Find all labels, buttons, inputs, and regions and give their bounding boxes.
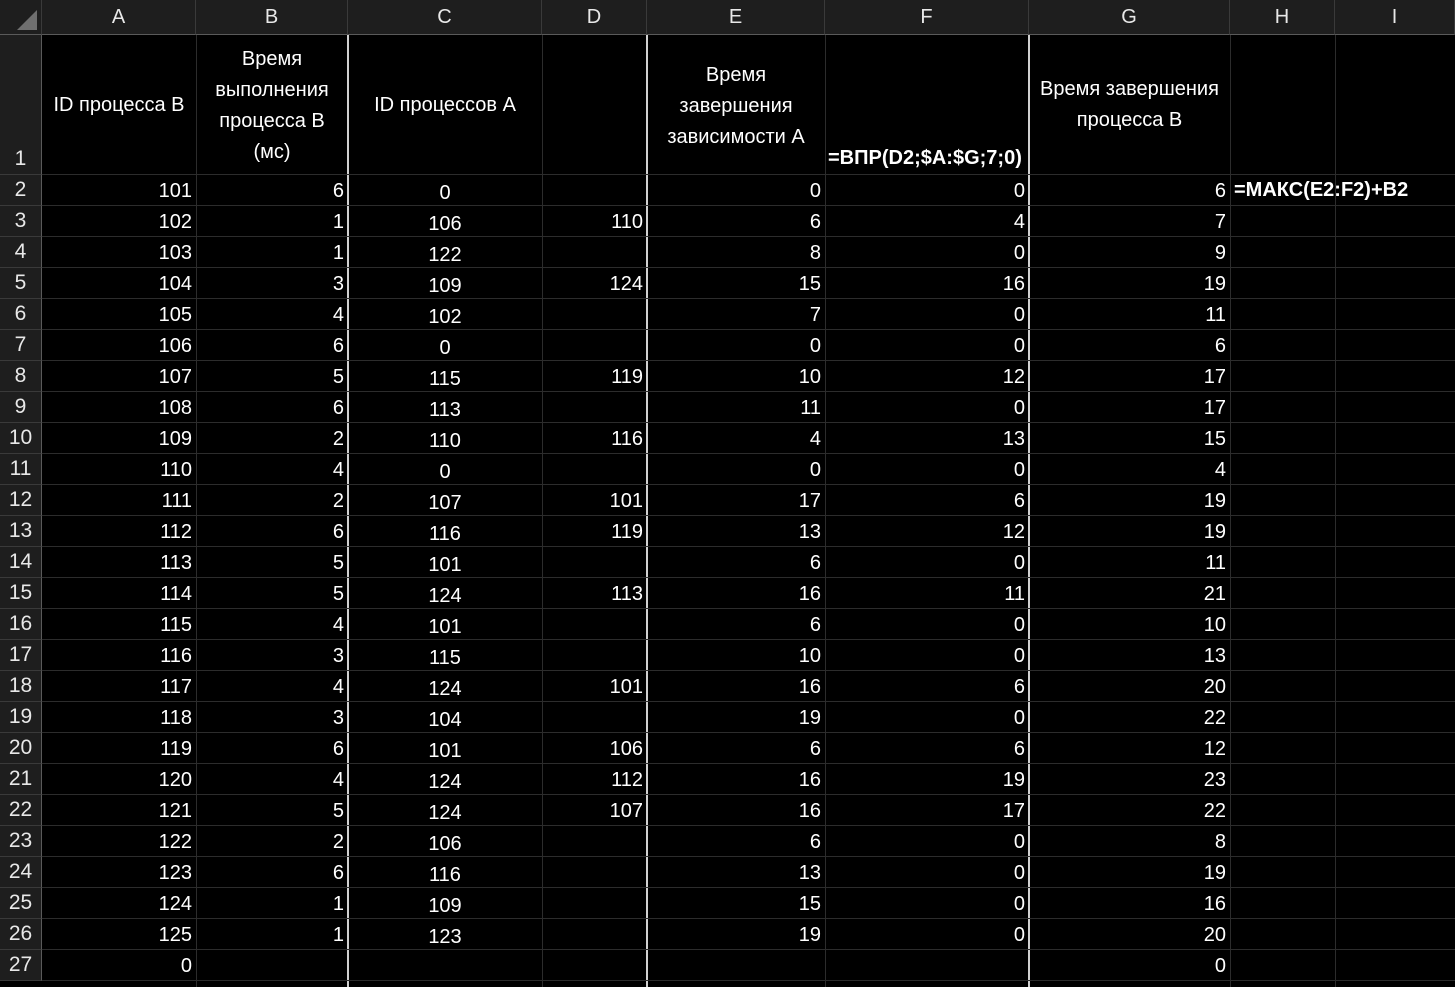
cell-C14[interactable]: 101 [428,554,462,576]
cell-C22[interactable]: 124 [428,802,462,824]
cell-A3[interactable]: 102 [158,211,192,233]
formula-H2[interactable]: =МАКС(E2:F2)+B2 [1234,179,1409,201]
cell-G10[interactable]: 15 [1203,428,1226,450]
cell-B24[interactable]: 6 [332,862,344,884]
cell-F7[interactable]: 0 [1013,335,1025,357]
cell-E6[interactable]: 7 [809,304,821,326]
cell-G4[interactable]: 9 [1214,242,1226,264]
cell-B4[interactable]: 1 [332,242,344,264]
gridline-horizontal [42,391,1455,392]
cell-D24[interactable] [542,862,647,886]
cell-E20[interactable]: 6 [809,738,821,760]
gridline-horizontal [42,980,1455,981]
gridline-horizontal [42,422,1455,423]
cell-E19[interactable]: 19 [798,707,821,729]
cell-D8[interactable]: 119 [611,366,643,388]
cell-A17[interactable]: 116 [160,645,192,667]
cell-E18[interactable]: 16 [798,676,821,698]
cell-D5[interactable]: 124 [609,273,643,295]
cell-A18[interactable]: 117 [160,676,192,698]
cell-A27[interactable]: 0 [180,955,192,977]
cell-F27[interactable] [825,955,1029,979]
gridline-horizontal [42,453,1455,454]
cell-A22[interactable]: 121 [158,800,192,822]
cell-A26[interactable]: 125 [158,924,192,946]
cell-F4[interactable]: 0 [1013,242,1025,264]
header-e-line1: Время [705,63,767,86]
cell-D20[interactable]: 106 [609,738,643,760]
cell-D7[interactable] [542,335,647,359]
row-header-2[interactable]: 2 [0,175,42,206]
cell-C16[interactable]: 101 [428,616,462,638]
cell-F3[interactable]: 4 [1013,211,1025,233]
header-c-text: ID процессов A [374,94,516,116]
cell-E2[interactable]: 0 [809,180,821,202]
gridline-vertical [1335,35,1336,987]
cell-G16[interactable]: 10 [1203,614,1226,636]
cell-C2[interactable]: 0 [439,182,451,204]
cell-D12[interactable]: 101 [609,490,643,512]
cell-D13[interactable]: 119 [611,521,643,543]
cell-F19[interactable]: 0 [1013,707,1025,729]
header-g-line2: процесса B [1076,109,1183,131]
cell-A23[interactable]: 122 [158,831,192,853]
cell-B8[interactable]: 5 [332,366,344,388]
cell-F12[interactable]: 6 [1013,490,1025,512]
cell-A20[interactable]: 119 [160,738,192,760]
gridline-horizontal [42,577,1455,578]
cell-E23[interactable]: 6 [809,831,821,853]
cell-E10[interactable]: 4 [809,428,821,450]
cell-A25[interactable]: 124 [158,893,192,915]
gridline-horizontal [42,856,1455,857]
cell-G8[interactable]: 17 [1203,366,1226,388]
row-header-11[interactable]: 11 [0,454,42,485]
row-header-7[interactable]: 7 [0,330,42,361]
cell-B10[interactable]: 2 [332,428,344,450]
column-header-a[interactable]: A [42,0,196,35]
cell-C19[interactable]: 104 [428,709,462,731]
cell-C12[interactable]: 107 [428,492,462,514]
cell-E5[interactable]: 15 [798,273,821,295]
header-g-line1: Время завершения [1040,78,1219,100]
row-header-18[interactable]: 18 [0,671,42,702]
cell-D14[interactable] [542,552,647,576]
gridline-horizontal [42,949,1455,950]
row-header-1[interactable]: 1 [0,35,42,175]
cell-B19[interactable]: 3 [332,707,344,729]
column-header-e[interactable]: E [647,0,825,35]
cell-C17[interactable]: 115 [429,647,461,669]
cell-A1[interactable] [42,36,196,175]
cell-B20[interactable]: 6 [332,738,344,760]
header-e-line2: завершения [679,94,793,117]
cell-E1[interactable] [647,59,825,153]
cell-A5[interactable]: 104 [158,273,192,295]
cell-B17[interactable]: 3 [332,645,344,667]
row-header-26[interactable]: 26 [0,919,42,950]
cell-C6[interactable]: 102 [428,306,462,328]
header-b-line1: Время [241,48,303,70]
cell-F16[interactable]: 0 [1013,614,1025,636]
cell-E15[interactable]: 16 [798,583,821,605]
header-b-line2: выполнения [215,79,329,101]
cell-D22[interactable]: 107 [609,800,643,822]
row-header-19[interactable]: 19 [0,702,42,733]
column-header-f[interactable]: F [825,0,1029,35]
cell-E24[interactable]: 13 [798,862,821,884]
cell-G25[interactable]: 16 [1203,893,1226,915]
gridline-horizontal [42,732,1455,733]
cell-F6[interactable]: 0 [1013,304,1025,326]
cell-A14[interactable]: 113 [160,552,192,574]
cell-A9[interactable]: 108 [158,397,192,419]
column-header-b[interactable]: B [196,0,348,35]
cell-C13[interactable]: 116 [429,523,461,545]
row-header-23[interactable]: 23 [0,826,42,857]
gridline-horizontal [42,763,1455,764]
cell-C9[interactable]: 113 [429,399,461,421]
cell-D4[interactable] [542,242,647,266]
row-header-20[interactable]: 20 [0,733,42,764]
cell-F10[interactable]: 13 [1002,428,1025,450]
cell-G26[interactable]: 20 [1203,924,1226,946]
cell-E3[interactable]: 6 [809,211,821,233]
cell-F21[interactable]: 19 [1002,769,1025,791]
cell-G22[interactable]: 22 [1203,800,1226,822]
header-b-line4: (мс) [253,141,291,163]
row-header-16[interactable]: 16 [0,609,42,640]
cell-A4[interactable]: 103 [158,242,192,264]
cell-F5[interactable]: 16 [1002,273,1025,295]
cell-G17[interactable]: 13 [1203,645,1226,667]
cell-G15[interactable]: 21 [1203,583,1226,605]
cell-E17[interactable]: 10 [798,645,821,667]
row-header-15[interactable]: 15 [0,578,42,609]
cell-G2[interactable]: 6 [1214,180,1226,202]
cell-B14[interactable]: 5 [332,552,344,574]
cell-B15[interactable]: 5 [332,583,344,605]
cell-F25[interactable]: 0 [1013,893,1025,915]
row-header-4[interactable]: 4 [0,237,42,268]
cell-G20[interactable]: 12 [1203,738,1226,760]
cell-E13[interactable]: 13 [798,521,821,543]
cell-C7[interactable]: 0 [439,337,451,359]
cell-D16[interactable] [542,614,647,638]
cell-A24[interactable]: 123 [158,862,192,884]
cell-B5[interactable]: 3 [332,273,344,295]
row-header-22[interactable]: 22 [0,795,42,826]
cell-G1[interactable] [1029,74,1230,136]
row-header-10[interactable]: 10 [0,423,42,454]
gridline-horizontal [42,608,1455,609]
column-header-i[interactable]: I [1335,0,1455,35]
cell-C24[interactable]: 116 [429,864,461,886]
gridline-horizontal [42,825,1455,826]
cell-G5[interactable]: 19 [1203,273,1226,295]
cell-D9[interactable] [542,397,647,421]
cell-E25[interactable]: 15 [798,893,821,915]
gridline-horizontal [42,236,1455,237]
cell-G27[interactable]: 0 [1214,955,1226,977]
cell-E14[interactable]: 6 [809,552,821,574]
row-header-17[interactable]: 17 [0,640,42,671]
gridline-horizontal [42,918,1455,919]
cell-B18[interactable]: 4 [332,676,344,698]
gridline-vertical [1230,35,1231,987]
cell-E11[interactable]: 0 [809,459,821,481]
header-a-text: ID процесса B [53,94,185,116]
cell-A6[interactable]: 105 [158,304,192,326]
row-header-25[interactable]: 25 [0,888,42,919]
cell-B11[interactable]: 4 [332,459,344,481]
cell-G24[interactable]: 19 [1203,862,1226,884]
cell-C10[interactable]: 110 [429,430,461,452]
gridline-horizontal [42,298,1455,299]
cell-C11[interactable]: 0 [439,461,451,483]
cell-F18[interactable]: 6 [1013,676,1025,698]
cell-E7[interactable]: 0 [809,335,821,357]
cell-G21[interactable]: 23 [1203,769,1226,791]
row-header-13[interactable]: 13 [0,516,42,547]
cell-D17[interactable] [542,645,647,669]
cell-F24[interactable]: 0 [1013,862,1025,884]
column-header-g[interactable]: G [1029,0,1230,35]
cell-B9[interactable]: 6 [332,397,344,419]
cell-E27[interactable] [647,955,825,979]
cell-A19[interactable]: 118 [160,707,192,729]
cell-E12[interactable]: 17 [798,490,821,512]
row-header-12[interactable]: 12 [0,485,42,516]
gridline-horizontal [42,701,1455,702]
cell-G13[interactable]: 19 [1203,521,1226,543]
cell-F14[interactable]: 0 [1013,552,1025,574]
select-all-corner[interactable] [0,0,42,35]
cell-B26[interactable]: 1 [332,924,344,946]
cell-F20[interactable]: 6 [1013,738,1025,760]
cell-E26[interactable]: 19 [798,924,821,946]
row-header-6[interactable]: 6 [0,299,42,330]
header-b-line3: процесса B [219,110,325,132]
gridline-horizontal [42,794,1455,795]
cell-D10[interactable]: 116 [611,428,643,450]
cell-C23[interactable]: 106 [428,833,462,855]
cell-D3[interactable]: 110 [611,211,643,233]
cell-C25[interactable]: 109 [428,895,462,917]
cell-C21[interactable]: 124 [428,771,462,793]
cell-A2[interactable]: 101 [158,180,192,202]
row-header-27[interactable]: 27 [0,950,42,981]
cell-B12[interactable]: 2 [332,490,344,512]
gridline-horizontal [42,670,1455,671]
cell-B27[interactable] [196,955,348,979]
cell-G11[interactable]: 4 [1214,459,1226,481]
cell-E4[interactable]: 8 [809,242,821,264]
cell-C26[interactable]: 123 [428,926,462,948]
cell-A13[interactable]: 112 [160,521,192,543]
formula-F1[interactable]: =ВПР(D2;$A:$G;7;0) [828,147,1022,169]
cell-C8[interactable]: 115 [429,368,461,390]
cell-A15[interactable]: 114 [160,583,192,605]
gridline-horizontal [42,546,1455,547]
gridline-horizontal [42,205,1455,206]
cell-C4[interactable]: 122 [428,244,462,266]
cell-A12[interactable]: 111 [161,490,192,512]
cell-D25[interactable] [542,893,647,917]
cell-B25[interactable]: 1 [332,893,344,915]
column-header-h[interactable]: H [1230,0,1335,35]
row-header-3[interactable]: 3 [0,206,42,237]
cell-B16[interactable]: 4 [332,614,344,636]
cell-F8[interactable]: 12 [1002,366,1025,388]
cell-D23[interactable] [542,831,647,855]
cell-B2[interactable]: 6 [332,180,344,202]
cell-D27[interactable] [542,955,647,979]
cell-B7[interactable]: 6 [332,335,344,357]
row-header-8[interactable]: 8 [0,361,42,392]
row-header-14[interactable]: 14 [0,547,42,578]
cell-E21[interactable]: 16 [798,769,821,791]
cell-B3[interactable]: 1 [332,211,344,233]
cell-B13[interactable]: 6 [332,521,344,543]
cell-B22[interactable]: 5 [332,800,344,822]
gridline-horizontal [42,484,1455,485]
select-all-triangle-icon [17,10,37,30]
cell-A11[interactable]: 110 [160,459,192,481]
cell-B1[interactable] [196,44,348,168]
cell-C3[interactable]: 106 [428,213,462,235]
row-header-21[interactable]: 21 [0,764,42,795]
cell-F2[interactable]: 0 [1013,180,1025,202]
cell-D15[interactable]: 113 [611,583,643,605]
cell-A7[interactable]: 106 [158,335,192,357]
cell-E9[interactable]: 11 [800,397,821,419]
row-header-9[interactable]: 9 [0,392,42,423]
cell-D21[interactable]: 112 [611,769,643,791]
cell-G18[interactable]: 20 [1203,676,1226,698]
cell-F15[interactable]: 11 [1004,583,1025,605]
cell-F23[interactable]: 0 [1013,831,1025,853]
cell-D2[interactable] [542,180,647,204]
gridline-horizontal [42,515,1455,516]
cell-G3[interactable]: 7 [1214,211,1226,233]
gridline-horizontal [42,267,1455,268]
cell-F22[interactable]: 17 [1002,800,1025,822]
gridline-horizontal [42,639,1455,640]
cell-F17[interactable]: 0 [1013,645,1025,667]
gridline-horizontal [42,174,1455,175]
cell-C1[interactable] [348,36,542,175]
cell-D19[interactable] [542,707,647,731]
cell-G12[interactable]: 19 [1203,490,1226,512]
gridline-horizontal [42,887,1455,888]
cell-A16[interactable]: 115 [160,614,192,636]
cell-E22[interactable]: 16 [798,800,821,822]
cell-B6[interactable]: 4 [332,304,344,326]
cell-F11[interactable]: 0 [1013,459,1025,481]
cell-C5[interactable]: 109 [428,275,462,297]
cell-A21[interactable]: 120 [158,769,192,791]
cell-G23[interactable]: 8 [1214,831,1226,853]
cell-A10[interactable]: 109 [158,428,192,450]
cell-F26[interactable]: 0 [1013,924,1025,946]
cell-G14[interactable]: 11 [1205,552,1226,574]
cell-A8[interactable]: 107 [158,366,192,388]
cell-B21[interactable]: 4 [332,769,344,791]
cell-F9[interactable]: 0 [1013,397,1025,419]
cell-D18[interactable]: 101 [609,676,643,698]
cell-E8[interactable]: 10 [798,366,821,388]
gridline-horizontal [42,360,1455,361]
column-header-c[interactable]: C [348,0,542,35]
row-header-24[interactable]: 24 [0,857,42,888]
cell-G6[interactable]: 11 [1205,304,1226,326]
cell-D26[interactable] [542,924,647,948]
cell-C27[interactable] [348,957,542,981]
cell-F13[interactable]: 12 [1002,521,1025,543]
gridline-horizontal [42,329,1455,330]
row-header-5[interactable]: 5 [0,268,42,299]
cell-C15[interactable]: 124 [428,585,462,607]
cell-G9[interactable]: 17 [1203,397,1226,419]
cell-D6[interactable] [542,304,647,328]
cell-C18[interactable]: 124 [428,678,462,700]
cell-E16[interactable]: 6 [809,614,821,636]
cell-G19[interactable]: 22 [1203,707,1226,729]
column-header-d[interactable]: D [542,0,647,35]
cell-C20[interactable]: 101 [428,740,462,762]
header-e-line3: зависимости A [667,125,805,148]
cell-B23[interactable]: 2 [332,831,344,853]
cell-G7[interactable]: 6 [1214,335,1226,357]
cell-D11[interactable] [542,459,647,483]
